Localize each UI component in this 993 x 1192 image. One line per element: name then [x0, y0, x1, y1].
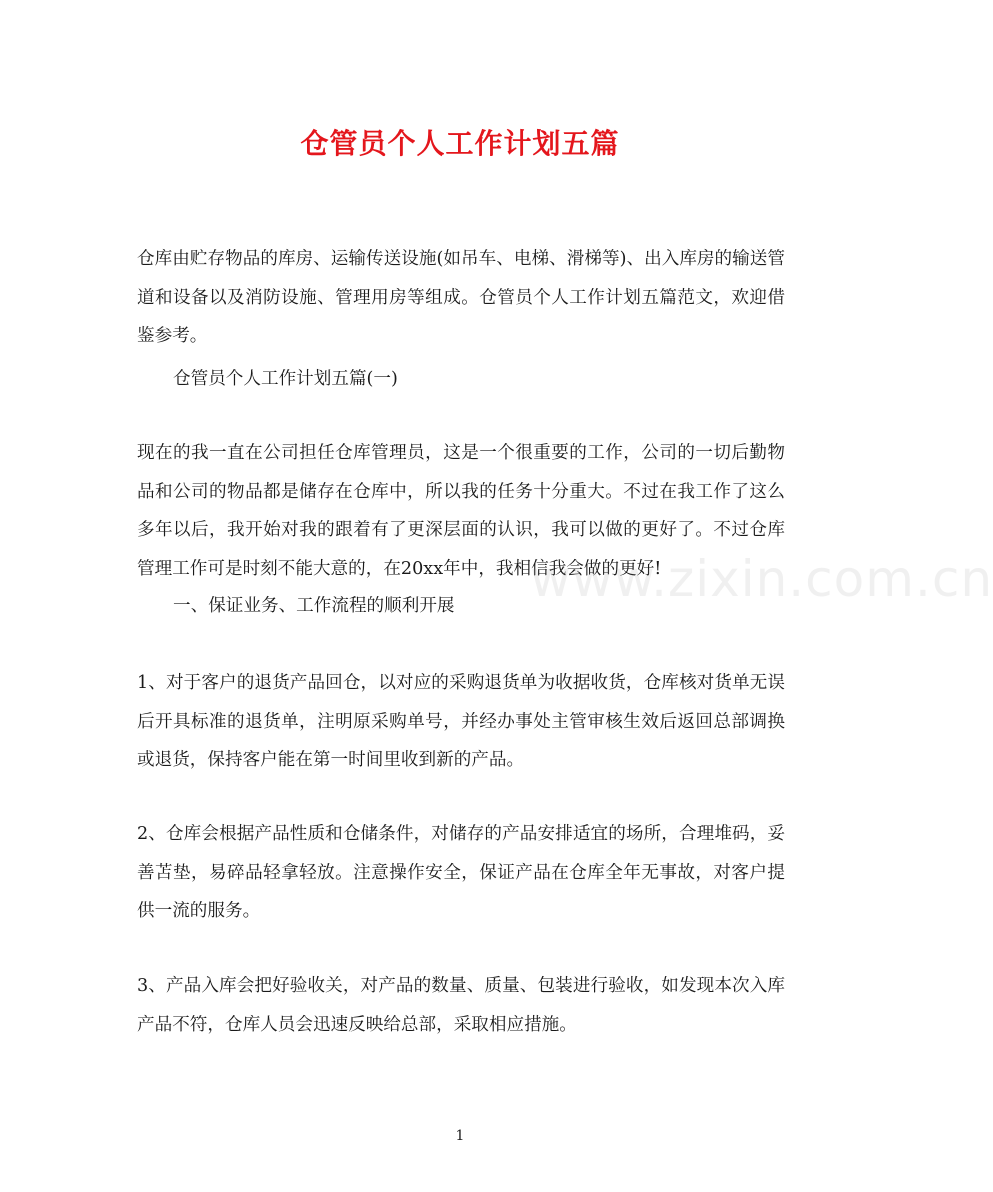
- list-item-1: 1、对于客户的退货产品回仓，以对应的采购退货单为收据收货，仓库核对货单无误后开具标准的退货单，注明原采购单号，并经办事处主管审核生效后返回总部调换或退货，保持客户能在第一时间里收到新的产品。: [137, 673, 785, 770]
- list-item-3: 3、产品入库会把好验收关，对产品的数量、质量、包装进行验收，如发现本次入库产品不符，仓库人员会迅速反映给总部，采取相应措施。: [137, 976, 785, 1035]
- document-title: 仓管员个人工作计划五篇: [300, 127, 620, 160]
- watermark: www.zixin.com.cn: [530, 550, 993, 608]
- section-heading: 仓管员个人工作计划五篇(一): [173, 369, 398, 389]
- list-item-2: 2、仓库会根据产品性质和仓储条件，对储存的产品安排适宜的场所，合理堆码，妥善苫垫，易碎品轻拿轻放。注意操作安全，保证产品在仓库全年无事故，对客户提供一流的服务。: [137, 824, 785, 921]
- intro-paragraph: 仓库由贮存物品的库房、运输传送设施(如吊车、电梯、滑梯等)、出入库房的输送管道和设备以及消防设施、管理用房等组成。仓管员个人工作计划五篇范文，欢迎借鉴参考。: [137, 249, 785, 346]
- section-intro-paragraph: 现在的我一直在公司担任仓库管理员，这是一个很重要的工作，公司的一切后勤物品和公司的物品都是储存在仓库中，所以我的任务十分重大。不过在我工作了这么多年以后，我开始对我的跟着有了更深层面的认识，我可以做的更好了。不过仓库管理工作可是时刻不能大意的，在20xx年中，我相信我会做的更好!: [137, 443, 785, 579]
- page-number: 1: [455, 1128, 465, 1144]
- subheading: 一、保证业务、工作流程的顺利开展: [173, 596, 455, 616]
